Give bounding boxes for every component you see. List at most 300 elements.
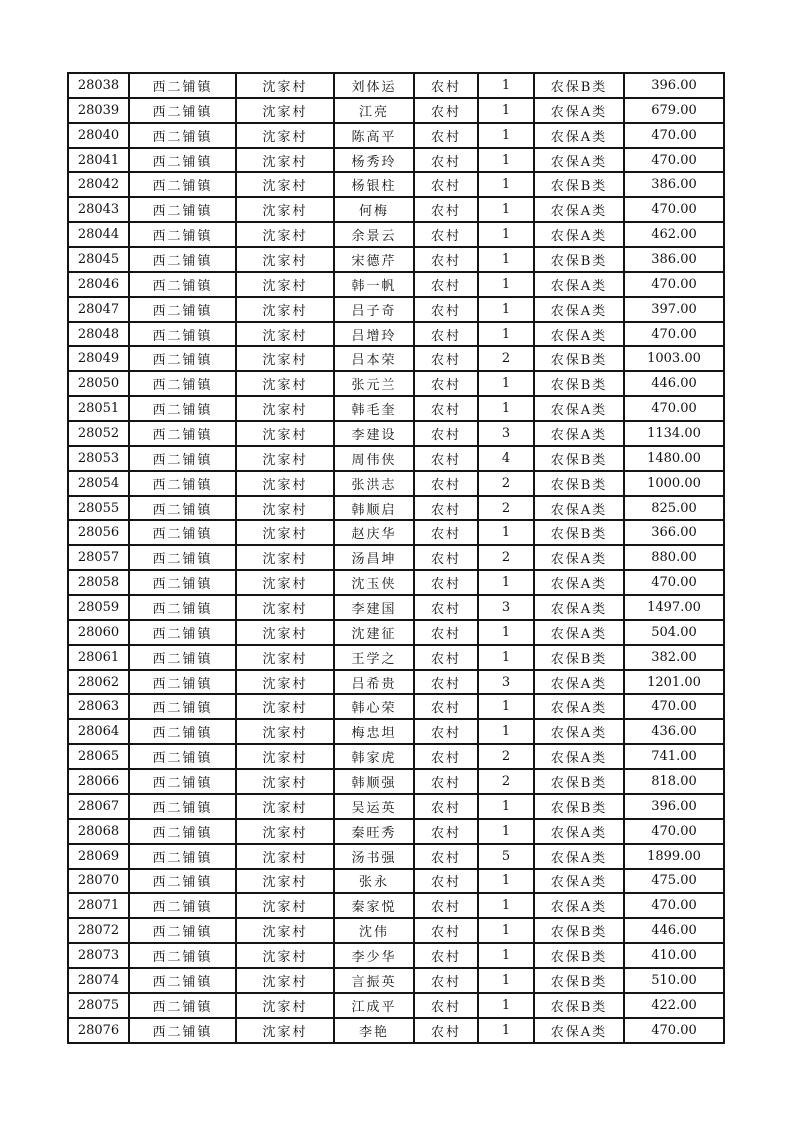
table-row bbox=[68, 1018, 724, 1043]
cell-residence-type: 农村 bbox=[414, 844, 478, 869]
table-row bbox=[68, 222, 724, 247]
cell-record-id: 28042 bbox=[68, 172, 129, 197]
cell-person-count: 3 bbox=[478, 595, 534, 620]
cell-residence-type: 农村 bbox=[414, 520, 478, 545]
cell-town: 西二铺镇 bbox=[129, 496, 236, 521]
cell-person-count: 1 bbox=[478, 172, 534, 197]
cell-person-name: 沈建征 bbox=[334, 620, 414, 645]
cell-village: 沈家村 bbox=[236, 496, 334, 521]
cell-residence-type: 农村 bbox=[414, 694, 478, 719]
cell-residence-type: 农村 bbox=[414, 670, 478, 695]
cell-person-name: 杨银柱 bbox=[334, 172, 414, 197]
cell-amount: 818.00 bbox=[624, 769, 724, 794]
cell-person-count: 1 bbox=[478, 520, 534, 545]
cell-person-name: 李建设 bbox=[334, 421, 414, 446]
cell-residence-type: 农村 bbox=[414, 471, 478, 496]
cell-person-count: 1 bbox=[478, 197, 534, 222]
cell-amount: 462.00 bbox=[624, 222, 724, 247]
cell-amount: 510.00 bbox=[624, 968, 724, 993]
cell-residence-type: 农村 bbox=[414, 272, 478, 297]
table-row bbox=[68, 570, 724, 595]
cell-insurance-type: 农保A类 bbox=[534, 496, 624, 521]
cell-record-id: 28044 bbox=[68, 222, 129, 247]
cell-record-id: 28055 bbox=[68, 496, 129, 521]
cell-village: 沈家村 bbox=[236, 371, 334, 396]
cell-insurance-type: 农保B类 bbox=[534, 172, 624, 197]
table-row bbox=[68, 98, 724, 123]
cell-person-name: 韩毛奎 bbox=[334, 396, 414, 421]
cell-record-id: 28041 bbox=[68, 148, 129, 173]
table-row bbox=[68, 346, 724, 371]
cell-record-id: 28062 bbox=[68, 670, 129, 695]
cell-record-id: 28065 bbox=[68, 744, 129, 769]
table-row bbox=[68, 396, 724, 421]
cell-town: 西二铺镇 bbox=[129, 272, 236, 297]
cell-residence-type: 农村 bbox=[414, 545, 478, 570]
cell-person-count: 1 bbox=[478, 123, 534, 148]
cell-record-id: 28038 bbox=[68, 73, 129, 98]
cell-residence-type: 农村 bbox=[414, 1018, 478, 1043]
cell-residence-type: 农村 bbox=[414, 396, 478, 421]
cell-residence-type: 农村 bbox=[414, 197, 478, 222]
cell-village: 沈家村 bbox=[236, 744, 334, 769]
cell-village: 沈家村 bbox=[236, 123, 334, 148]
cell-village: 沈家村 bbox=[236, 694, 334, 719]
cell-amount: 410.00 bbox=[624, 943, 724, 968]
table-row bbox=[68, 297, 724, 322]
cell-town: 西二铺镇 bbox=[129, 73, 236, 98]
cell-person-count: 2 bbox=[478, 769, 534, 794]
cell-person-name: 李少华 bbox=[334, 943, 414, 968]
cell-residence-type: 农村 bbox=[414, 719, 478, 744]
cell-record-id: 28059 bbox=[68, 595, 129, 620]
cell-person-name: 沈伟 bbox=[334, 918, 414, 943]
cell-amount: 470.00 bbox=[624, 1018, 724, 1043]
cell-residence-type: 农村 bbox=[414, 148, 478, 173]
cell-person-count: 4 bbox=[478, 446, 534, 471]
cell-amount: 470.00 bbox=[624, 893, 724, 918]
cell-record-id: 28061 bbox=[68, 645, 129, 670]
cell-person-count: 2 bbox=[478, 496, 534, 521]
cell-person-name: 汤书强 bbox=[334, 844, 414, 869]
cell-amount: 475.00 bbox=[624, 869, 724, 894]
cell-amount: 436.00 bbox=[624, 719, 724, 744]
cell-person-name: 梅忠坦 bbox=[334, 719, 414, 744]
cell-village: 沈家村 bbox=[236, 247, 334, 272]
cell-record-id: 28060 bbox=[68, 620, 129, 645]
cell-person-name: 王学之 bbox=[334, 645, 414, 670]
cell-residence-type: 农村 bbox=[414, 794, 478, 819]
cell-amount: 396.00 bbox=[624, 794, 724, 819]
table-row bbox=[68, 421, 724, 446]
cell-town: 西二铺镇 bbox=[129, 1018, 236, 1043]
cell-insurance-type: 农保B类 bbox=[534, 645, 624, 670]
cell-person-count: 1 bbox=[478, 968, 534, 993]
cell-record-id: 28074 bbox=[68, 968, 129, 993]
cell-residence-type: 农村 bbox=[414, 869, 478, 894]
cell-record-id: 28054 bbox=[68, 471, 129, 496]
cell-town: 西二铺镇 bbox=[129, 719, 236, 744]
cell-town: 西二铺镇 bbox=[129, 247, 236, 272]
table-row bbox=[68, 719, 724, 744]
cell-insurance-type: 农保A类 bbox=[534, 396, 624, 421]
cell-town: 西二铺镇 bbox=[129, 694, 236, 719]
cell-town: 西二铺镇 bbox=[129, 520, 236, 545]
cell-person-name: 张元兰 bbox=[334, 371, 414, 396]
cell-record-id: 28043 bbox=[68, 197, 129, 222]
cell-record-id: 28050 bbox=[68, 371, 129, 396]
cell-town: 西二铺镇 bbox=[129, 421, 236, 446]
cell-person-count: 2 bbox=[478, 471, 534, 496]
cell-record-id: 28040 bbox=[68, 123, 129, 148]
cell-town: 西二铺镇 bbox=[129, 794, 236, 819]
table-row bbox=[68, 993, 724, 1018]
cell-village: 沈家村 bbox=[236, 148, 334, 173]
cell-village: 沈家村 bbox=[236, 520, 334, 545]
cell-person-count: 2 bbox=[478, 744, 534, 769]
cell-village: 沈家村 bbox=[236, 869, 334, 894]
cell-amount: 446.00 bbox=[624, 371, 724, 396]
cell-insurance-type: 农保A类 bbox=[534, 322, 624, 347]
cell-person-name: 张洪志 bbox=[334, 471, 414, 496]
cell-village: 沈家村 bbox=[236, 620, 334, 645]
cell-town: 西二铺镇 bbox=[129, 769, 236, 794]
cell-amount: 825.00 bbox=[624, 496, 724, 521]
cell-person-count: 1 bbox=[478, 570, 534, 595]
cell-record-id: 28075 bbox=[68, 993, 129, 1018]
cell-person-count: 2 bbox=[478, 545, 534, 570]
cell-record-id: 28052 bbox=[68, 421, 129, 446]
table-row bbox=[68, 943, 724, 968]
cell-residence-type: 农村 bbox=[414, 595, 478, 620]
cell-insurance-type: 农保B类 bbox=[534, 993, 624, 1018]
cell-insurance-type: 农保B类 bbox=[534, 471, 624, 496]
cell-amount: 470.00 bbox=[624, 322, 724, 347]
cell-residence-type: 农村 bbox=[414, 73, 478, 98]
cell-amount: 470.00 bbox=[624, 272, 724, 297]
cell-record-id: 28072 bbox=[68, 918, 129, 943]
cell-person-name: 江成平 bbox=[334, 993, 414, 1018]
cell-insurance-type: 农保B类 bbox=[534, 918, 624, 943]
cell-person-count: 1 bbox=[478, 794, 534, 819]
cell-record-id: 28066 bbox=[68, 769, 129, 794]
cell-residence-type: 农村 bbox=[414, 346, 478, 371]
cell-village: 沈家村 bbox=[236, 595, 334, 620]
cell-village: 沈家村 bbox=[236, 98, 334, 123]
table-row bbox=[68, 123, 724, 148]
cell-amount: 396.00 bbox=[624, 73, 724, 98]
cell-residence-type: 农村 bbox=[414, 446, 478, 471]
cell-village: 沈家村 bbox=[236, 670, 334, 695]
cell-town: 西二铺镇 bbox=[129, 148, 236, 173]
cell-town: 西二铺镇 bbox=[129, 844, 236, 869]
table-row bbox=[68, 744, 724, 769]
cell-insurance-type: 农保B类 bbox=[534, 247, 624, 272]
cell-residence-type: 农村 bbox=[414, 893, 478, 918]
cell-amount: 1134.00 bbox=[624, 421, 724, 446]
cell-amount: 1480.00 bbox=[624, 446, 724, 471]
cell-insurance-type: 农保A类 bbox=[534, 148, 624, 173]
cell-insurance-type: 农保B类 bbox=[534, 968, 624, 993]
cell-person-count: 2 bbox=[478, 346, 534, 371]
cell-person-count: 1 bbox=[478, 1018, 534, 1043]
cell-residence-type: 农村 bbox=[414, 172, 478, 197]
cell-residence-type: 农村 bbox=[414, 123, 478, 148]
cell-amount: 446.00 bbox=[624, 918, 724, 943]
cell-person-count: 1 bbox=[478, 694, 534, 719]
cell-person-count: 1 bbox=[478, 73, 534, 98]
cell-person-count: 1 bbox=[478, 645, 534, 670]
cell-record-id: 28069 bbox=[68, 844, 129, 869]
cell-person-name: 沈玉侠 bbox=[334, 570, 414, 595]
cell-village: 沈家村 bbox=[236, 719, 334, 744]
cell-residence-type: 农村 bbox=[414, 496, 478, 521]
cell-record-id: 28064 bbox=[68, 719, 129, 744]
cell-town: 西二铺镇 bbox=[129, 744, 236, 769]
cell-town: 西二铺镇 bbox=[129, 371, 236, 396]
cell-village: 沈家村 bbox=[236, 645, 334, 670]
cell-amount: 470.00 bbox=[624, 694, 724, 719]
cell-insurance-type: 农保A类 bbox=[534, 297, 624, 322]
cell-town: 西二铺镇 bbox=[129, 918, 236, 943]
cell-town: 西二铺镇 bbox=[129, 545, 236, 570]
cell-person-name: 吕希贵 bbox=[334, 670, 414, 695]
cell-person-count: 1 bbox=[478, 148, 534, 173]
table-row bbox=[68, 893, 724, 918]
cell-town: 西二铺镇 bbox=[129, 297, 236, 322]
cell-residence-type: 农村 bbox=[414, 222, 478, 247]
table-row bbox=[68, 918, 724, 943]
cell-town: 西二铺镇 bbox=[129, 993, 236, 1018]
cell-person-name: 韩心荣 bbox=[334, 694, 414, 719]
cell-residence-type: 农村 bbox=[414, 943, 478, 968]
cell-residence-type: 农村 bbox=[414, 421, 478, 446]
cell-person-count: 1 bbox=[478, 247, 534, 272]
cell-insurance-type: 农保A类 bbox=[534, 670, 624, 695]
cell-person-count: 1 bbox=[478, 819, 534, 844]
cell-village: 沈家村 bbox=[236, 272, 334, 297]
cell-insurance-type: 农保A类 bbox=[534, 222, 624, 247]
cell-person-count: 1 bbox=[478, 396, 534, 421]
table-row bbox=[68, 471, 724, 496]
cell-town: 西二铺镇 bbox=[129, 869, 236, 894]
cell-amount: 470.00 bbox=[624, 570, 724, 595]
cell-town: 西二铺镇 bbox=[129, 446, 236, 471]
cell-person-name: 韩顺强 bbox=[334, 769, 414, 794]
cell-town: 西二铺镇 bbox=[129, 222, 236, 247]
cell-person-count: 1 bbox=[478, 719, 534, 744]
cell-amount: 1899.00 bbox=[624, 844, 724, 869]
cell-insurance-type: 农保A类 bbox=[534, 1018, 624, 1043]
cell-person-count: 1 bbox=[478, 918, 534, 943]
cell-insurance-type: 农保B类 bbox=[534, 371, 624, 396]
cell-insurance-type: 农保B类 bbox=[534, 346, 624, 371]
cell-town: 西二铺镇 bbox=[129, 322, 236, 347]
cell-amount: 679.00 bbox=[624, 98, 724, 123]
cell-village: 沈家村 bbox=[236, 1018, 334, 1043]
cell-record-id: 28067 bbox=[68, 794, 129, 819]
benefit-table bbox=[67, 72, 725, 1044]
cell-insurance-type: 农保A类 bbox=[534, 197, 624, 222]
cell-person-count: 1 bbox=[478, 371, 534, 396]
cell-town: 西二铺镇 bbox=[129, 346, 236, 371]
cell-residence-type: 农村 bbox=[414, 570, 478, 595]
table-row bbox=[68, 446, 724, 471]
cell-town: 西二铺镇 bbox=[129, 893, 236, 918]
cell-residence-type: 农村 bbox=[414, 371, 478, 396]
cell-record-id: 28068 bbox=[68, 819, 129, 844]
cell-person-count: 3 bbox=[478, 421, 534, 446]
cell-town: 西二铺镇 bbox=[129, 645, 236, 670]
cell-person-count: 1 bbox=[478, 893, 534, 918]
cell-insurance-type: 农保A类 bbox=[534, 869, 624, 894]
table-body bbox=[68, 73, 724, 1043]
cell-person-name: 周伟侠 bbox=[334, 446, 414, 471]
table-row bbox=[68, 620, 724, 645]
cell-village: 沈家村 bbox=[236, 844, 334, 869]
cell-amount: 504.00 bbox=[624, 620, 724, 645]
cell-record-id: 28057 bbox=[68, 545, 129, 570]
cell-person-name: 吴运英 bbox=[334, 794, 414, 819]
table-row bbox=[68, 769, 724, 794]
cell-town: 西二铺镇 bbox=[129, 172, 236, 197]
cell-residence-type: 农村 bbox=[414, 247, 478, 272]
table-row bbox=[68, 968, 724, 993]
table-row bbox=[68, 172, 724, 197]
cell-town: 西二铺镇 bbox=[129, 620, 236, 645]
cell-residence-type: 农村 bbox=[414, 744, 478, 769]
cell-amount: 1201.00 bbox=[624, 670, 724, 695]
cell-village: 沈家村 bbox=[236, 794, 334, 819]
cell-village: 沈家村 bbox=[236, 918, 334, 943]
cell-insurance-type: 农保A类 bbox=[534, 123, 624, 148]
cell-residence-type: 农村 bbox=[414, 769, 478, 794]
cell-person-count: 1 bbox=[478, 993, 534, 1018]
cell-person-name: 陈高平 bbox=[334, 123, 414, 148]
table-row bbox=[68, 794, 724, 819]
cell-insurance-type: 农保A类 bbox=[534, 570, 624, 595]
cell-insurance-type: 农保A类 bbox=[534, 595, 624, 620]
cell-person-name: 秦家悦 bbox=[334, 893, 414, 918]
cell-insurance-type: 农保A类 bbox=[534, 744, 624, 769]
cell-person-count: 1 bbox=[478, 222, 534, 247]
cell-amount: 386.00 bbox=[624, 247, 724, 272]
cell-village: 沈家村 bbox=[236, 421, 334, 446]
cell-insurance-type: 农保B类 bbox=[534, 943, 624, 968]
cell-town: 西二铺镇 bbox=[129, 197, 236, 222]
cell-amount: 382.00 bbox=[624, 645, 724, 670]
cell-amount: 366.00 bbox=[624, 520, 724, 545]
cell-amount: 397.00 bbox=[624, 297, 724, 322]
cell-insurance-type: 农保B类 bbox=[534, 520, 624, 545]
cell-record-id: 28045 bbox=[68, 247, 129, 272]
cell-record-id: 28071 bbox=[68, 893, 129, 918]
cell-insurance-type: 农保B类 bbox=[534, 794, 624, 819]
cell-town: 西二铺镇 bbox=[129, 471, 236, 496]
table-row bbox=[68, 844, 724, 869]
table-row bbox=[68, 496, 724, 521]
cell-person-name: 宋德芹 bbox=[334, 247, 414, 272]
cell-record-id: 28048 bbox=[68, 322, 129, 347]
cell-village: 沈家村 bbox=[236, 297, 334, 322]
cell-person-name: 张永 bbox=[334, 869, 414, 894]
cell-town: 西二铺镇 bbox=[129, 570, 236, 595]
cell-village: 沈家村 bbox=[236, 471, 334, 496]
cell-village: 沈家村 bbox=[236, 346, 334, 371]
cell-residence-type: 农村 bbox=[414, 322, 478, 347]
table-row bbox=[68, 869, 724, 894]
cell-village: 沈家村 bbox=[236, 819, 334, 844]
cell-person-count: 5 bbox=[478, 844, 534, 869]
cell-insurance-type: 农保A类 bbox=[534, 694, 624, 719]
table-row bbox=[68, 595, 724, 620]
cell-record-id: 28053 bbox=[68, 446, 129, 471]
table-row bbox=[68, 247, 724, 272]
cell-record-id: 28049 bbox=[68, 346, 129, 371]
cell-village: 沈家村 bbox=[236, 769, 334, 794]
cell-person-name: 刘体运 bbox=[334, 73, 414, 98]
cell-town: 西二铺镇 bbox=[129, 819, 236, 844]
cell-person-name: 吕子奇 bbox=[334, 297, 414, 322]
cell-record-id: 28073 bbox=[68, 943, 129, 968]
table-row bbox=[68, 545, 724, 570]
cell-village: 沈家村 bbox=[236, 172, 334, 197]
table-row bbox=[68, 371, 724, 396]
table-row bbox=[68, 520, 724, 545]
table-row bbox=[68, 645, 724, 670]
cell-residence-type: 农村 bbox=[414, 993, 478, 1018]
cell-insurance-type: 农保B类 bbox=[534, 769, 624, 794]
cell-town: 西二铺镇 bbox=[129, 968, 236, 993]
cell-person-name: 韩顺启 bbox=[334, 496, 414, 521]
cell-town: 西二铺镇 bbox=[129, 595, 236, 620]
cell-insurance-type: 农保A类 bbox=[534, 545, 624, 570]
cell-insurance-type: 农保A类 bbox=[534, 844, 624, 869]
cell-person-name: 江亮 bbox=[334, 98, 414, 123]
cell-residence-type: 农村 bbox=[414, 819, 478, 844]
cell-amount: 470.00 bbox=[624, 148, 724, 173]
cell-person-name: 李艳 bbox=[334, 1018, 414, 1043]
table-row bbox=[68, 148, 724, 173]
cell-insurance-type: 农保A类 bbox=[534, 719, 624, 744]
cell-amount: 1003.00 bbox=[624, 346, 724, 371]
table-row bbox=[68, 819, 724, 844]
cell-town: 西二铺镇 bbox=[129, 943, 236, 968]
cell-record-id: 28058 bbox=[68, 570, 129, 595]
cell-insurance-type: 农保A类 bbox=[534, 272, 624, 297]
table-row bbox=[68, 272, 724, 297]
cell-person-count: 1 bbox=[478, 869, 534, 894]
cell-village: 沈家村 bbox=[236, 570, 334, 595]
cell-record-id: 28070 bbox=[68, 869, 129, 894]
cell-residence-type: 农村 bbox=[414, 620, 478, 645]
cell-amount: 470.00 bbox=[624, 396, 724, 421]
cell-village: 沈家村 bbox=[236, 322, 334, 347]
cell-person-name: 吕增玲 bbox=[334, 322, 414, 347]
cell-person-count: 1 bbox=[478, 272, 534, 297]
cell-residence-type: 农村 bbox=[414, 645, 478, 670]
cell-person-name: 赵庆华 bbox=[334, 520, 414, 545]
cell-town: 西二铺镇 bbox=[129, 670, 236, 695]
cell-amount: 470.00 bbox=[624, 819, 724, 844]
cell-person-name: 汤昌坤 bbox=[334, 545, 414, 570]
cell-village: 沈家村 bbox=[236, 396, 334, 421]
cell-person-name: 杨秀玲 bbox=[334, 148, 414, 173]
cell-village: 沈家村 bbox=[236, 893, 334, 918]
cell-amount: 1497.00 bbox=[624, 595, 724, 620]
cell-residence-type: 农村 bbox=[414, 968, 478, 993]
cell-village: 沈家村 bbox=[236, 993, 334, 1018]
